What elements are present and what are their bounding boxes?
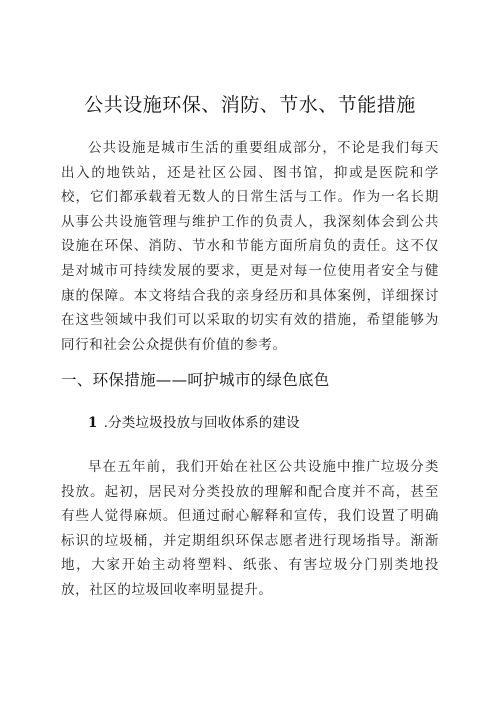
subsection-number: 1 xyxy=(88,415,98,431)
subsection-title: .分类垃圾投放与回收体系的建设 xyxy=(103,415,300,431)
waste-sorting-paragraph: 早在五年前，我们开始在社区公共设施中推广垃圾分类投放。起初，居民对分类投放的理解和配合度并不高，甚至有些人觉得麻烦。但通过耐心解释和宣传，我们设置了明确标识的垃圾桶，并定期组织环保志愿者进行现场指导。渐渐地，大家开始主动将塑料、纸张、有害垃圾分门别类地投放，社区的垃圾回收率明显提升。 xyxy=(61,459,439,598)
subsection-heading-waste-sorting xyxy=(88,413,300,433)
document-title: 公共设施环保、消防、节水、节能措施 xyxy=(84,94,416,116)
section-heading-environmental: 一、环保措施——呵护城市的绿色底色 xyxy=(61,371,330,389)
intro-paragraph: 公共设施是城市生活的重要组成部分，不论是我们每天出入的地铁站，还是社区公园、图书馆，抑或是医院和学校，它们都承载着无数人的日常生活与工作。作为一名长期从事公共设施管理与维护工作的负责人，我深刻体会到公共设施在环保、消防、节水和节能方面所肩负的责任。这不仅是对城市可持续发展的要求，更是对每一位使用者安全与健康的保障。本文将结合我的亲身经历和具体案例，详细探讨在这些领域中我们可以采取的切实有效的措施，希望能够为同行和社会公众提供有价值的参考。 xyxy=(61,140,439,353)
